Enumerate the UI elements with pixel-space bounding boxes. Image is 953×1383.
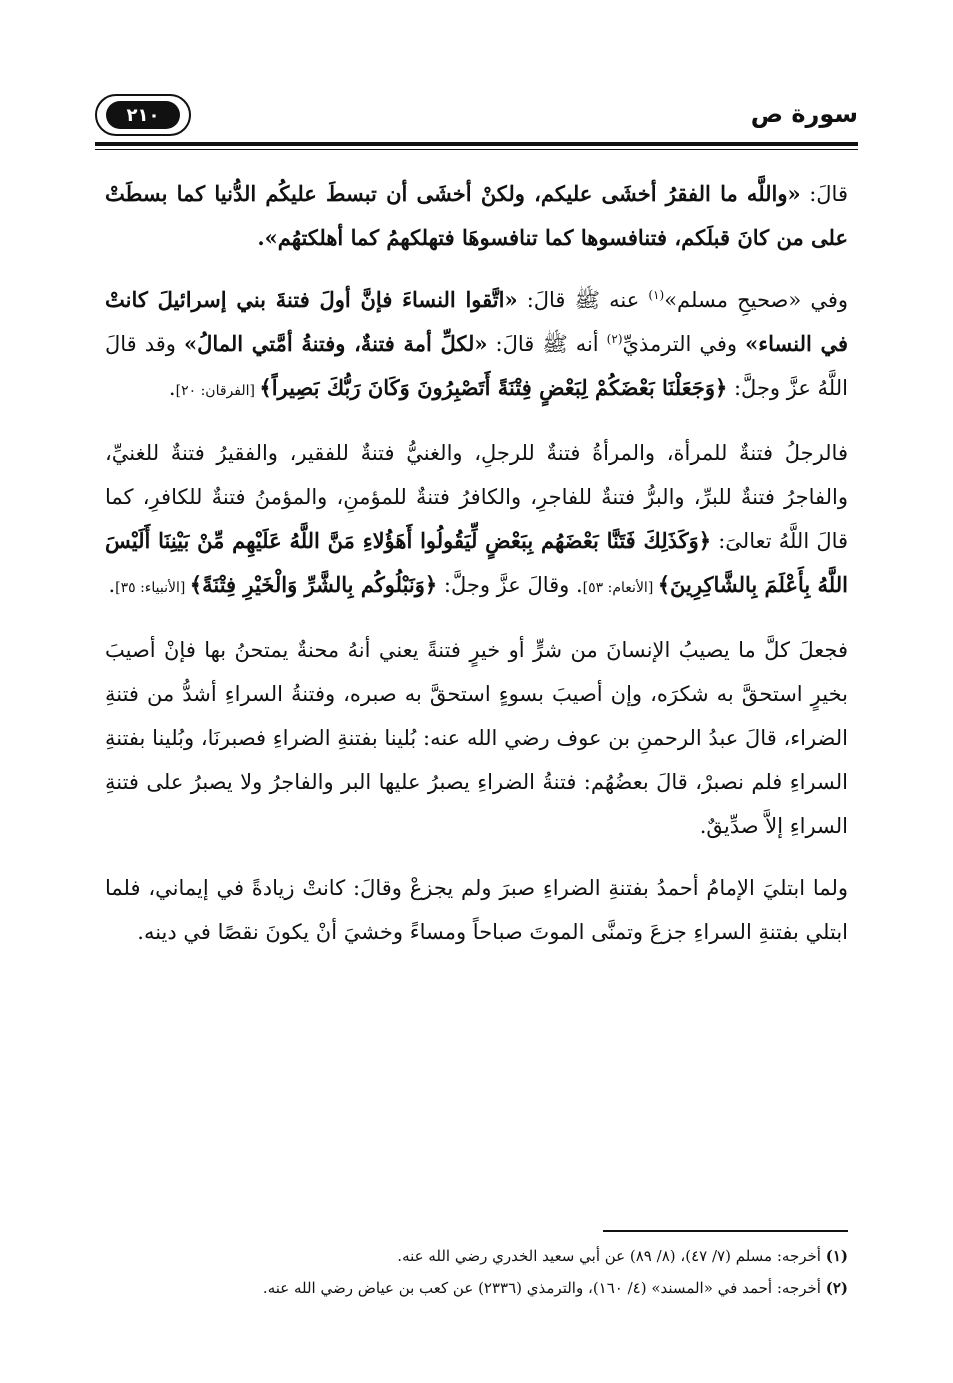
- paragraph-1: [105, 172, 848, 260]
- footnotes: [105, 1240, 848, 1304]
- footnote-number: (٢): [825, 1279, 848, 1297]
- verse-reference: [الأنعام: ٥٣]: [582, 580, 658, 596]
- page-number-badge: [95, 94, 191, 136]
- surah-title: سورة ص: [750, 100, 858, 128]
- paragraph-2: [105, 278, 848, 413]
- text-run: فالرجلُ فتنةٌ للمرأة، والمرأةُ فتنةٌ للرجلِ، والغنيُّ فتنةٌ للفقير، والفقيرُ فتنةٌ للغنيِّ، والفاجرُ فتنةٌ للبرِّ، والبرُّ فتنةٌ للفاجرِ، والكافرُ فتنةٌ للمؤمنِ، والمؤمنُ فتنةٌ للكافرِ، كما قالَ اللَّهُ تعالىَ:: [105, 441, 849, 553]
- page-number: ٢١٠: [106, 101, 180, 129]
- footnote-separator: [603, 1230, 848, 1232]
- text-run: . وقالَ عزَّ وجلَّ:: [437, 573, 583, 597]
- paragraph-5: ولما ابتليَ الإمامُ أحمدُ بفتنةِ الضراءِ صبرَ ولم يجزعْ وقالَ: كانتْ زيادةً في إيماني، فلما ابتلي بفتنةِ السراءِ جزعَ وتمنَّى الموتَ صباحاً ومساءً وخشيَ أنْ يكونَ نقصًا في دينه.: [105, 876, 848, 944]
- text-run: أنه ﷺ قالَ:: [487, 332, 607, 356]
- quran-verse: ﴿وَجَعَلْنَا بَعْضَكُمْ لِبَعْضٍ فِتْنَةً أَتَصْبِرُونَ وَكَانَ رَبُّكَ بَصِيراً﴾: [259, 375, 728, 400]
- footnote-text: أخرجه: مسلم (٧/ ٤٧)، (٨/ ٨٩) عن أبي سعيد الخدري رضي الله عنه.: [397, 1247, 826, 1265]
- footnote-number: (١): [825, 1247, 848, 1265]
- paragraph-3: [105, 431, 848, 610]
- hadith-quote: «واللَّه ما الفقرُ أخشَى عليكم، ولكنْ أخشَى أن تبسطَ عليكُم الدُّنيا كما بسطَتْ على من كانَ قبلَكم، فتنافسوها كما تنافسوهَا فتهلكهمُ كما أهلكتهُم».: [105, 181, 848, 250]
- text-run: .: [108, 573, 116, 597]
- header-rule: [95, 142, 858, 146]
- footnote-ref-1[interactable]: (١): [648, 288, 665, 302]
- footnote-text: أخرجه: أحمد في «المسند» (٤/ ١٦٠)، والترمذي (٢٣٣٦) عن كعب بن عياض رضي الله عنه.: [262, 1279, 826, 1297]
- page-header: [95, 88, 858, 148]
- text-run: وقد قالَ اللَّهُ عزَّ وجلَّ:: [105, 332, 848, 400]
- footnote-ref-2[interactable]: (٢): [606, 332, 623, 346]
- paragraph-lead: قالَ:: [800, 182, 848, 206]
- footnote-2: [105, 1272, 848, 1304]
- text-run: وفي «صحيحِ مسلم»: [664, 288, 849, 312]
- verse-reference: [الأنبياء: ٣٥]: [115, 580, 190, 596]
- header-rule-thin: [95, 149, 858, 150]
- quran-verse: ﴿وَكَذَلِكَ فَتَنَّا بَعْضَهُم بِبَعْضٍ لِّيَقُولُوا أَهَؤُلاءِ مَنَّ اللَّهُ عَلَيْهِم مِّنْ بَيْنِنَا أَلَيْسَ اللَّهُ بِأَعْلَمَ بِالشَّاكِرِينَ﴾: [105, 528, 848, 597]
- quran-verse: ﴿وَنَبْلُوكُم بِالشَّرِّ وَالْخَيْرِ فِتْنَةً﴾: [189, 572, 438, 597]
- hadith-quote: «لكلِّ أمة فتنةٌ، وفتنةُ أمَّتي المالُ»: [183, 331, 488, 356]
- footnote-1: [105, 1240, 848, 1272]
- paragraph-4: فجعلَ كلَّ ما يصيبُ الإنسانَ من شرٍّ أو خيرٍ فتنةً يعني أنهُ محنةٌ يمتحنُ بها فإنْ أصيبَ بخيرٍ استحقَّ به شكرَه، وإن أصيبَ بسوءٍ استحقَّ به صبره، وفتنةُ السراءِ أشدُّ من فتنةِ الضراء، قالَ عبدُ الرحمنِ بن عوف رضي الله عنه: بُلينا بفتنةِ الضراءِ فصبرنَا، وبُلينا بفتنةِ السراءِ فلم نصبرْ، قالَ بعضُهُم: فتنةُ الضراءِ يصبرُ عليها البر والفاجرُ ولا يصبرُ على فتنةِ السراءِ إلاَّ صدِّيقٌ.: [105, 638, 848, 838]
- main-text: [105, 172, 848, 972]
- text-run: عنه ﷺ قالَ:: [517, 288, 649, 312]
- verse-reference: [الفرقان: ٢٠]: [175, 383, 260, 399]
- text-run: .: [168, 376, 176, 400]
- text-run: وفي الترمذيِّ: [622, 332, 746, 356]
- hadith-quote: «اتَّقوا النساءَ فإنَّ أولَ فتنةَ بني إسرائيلَ كانتْ في النساء»: [105, 287, 848, 356]
